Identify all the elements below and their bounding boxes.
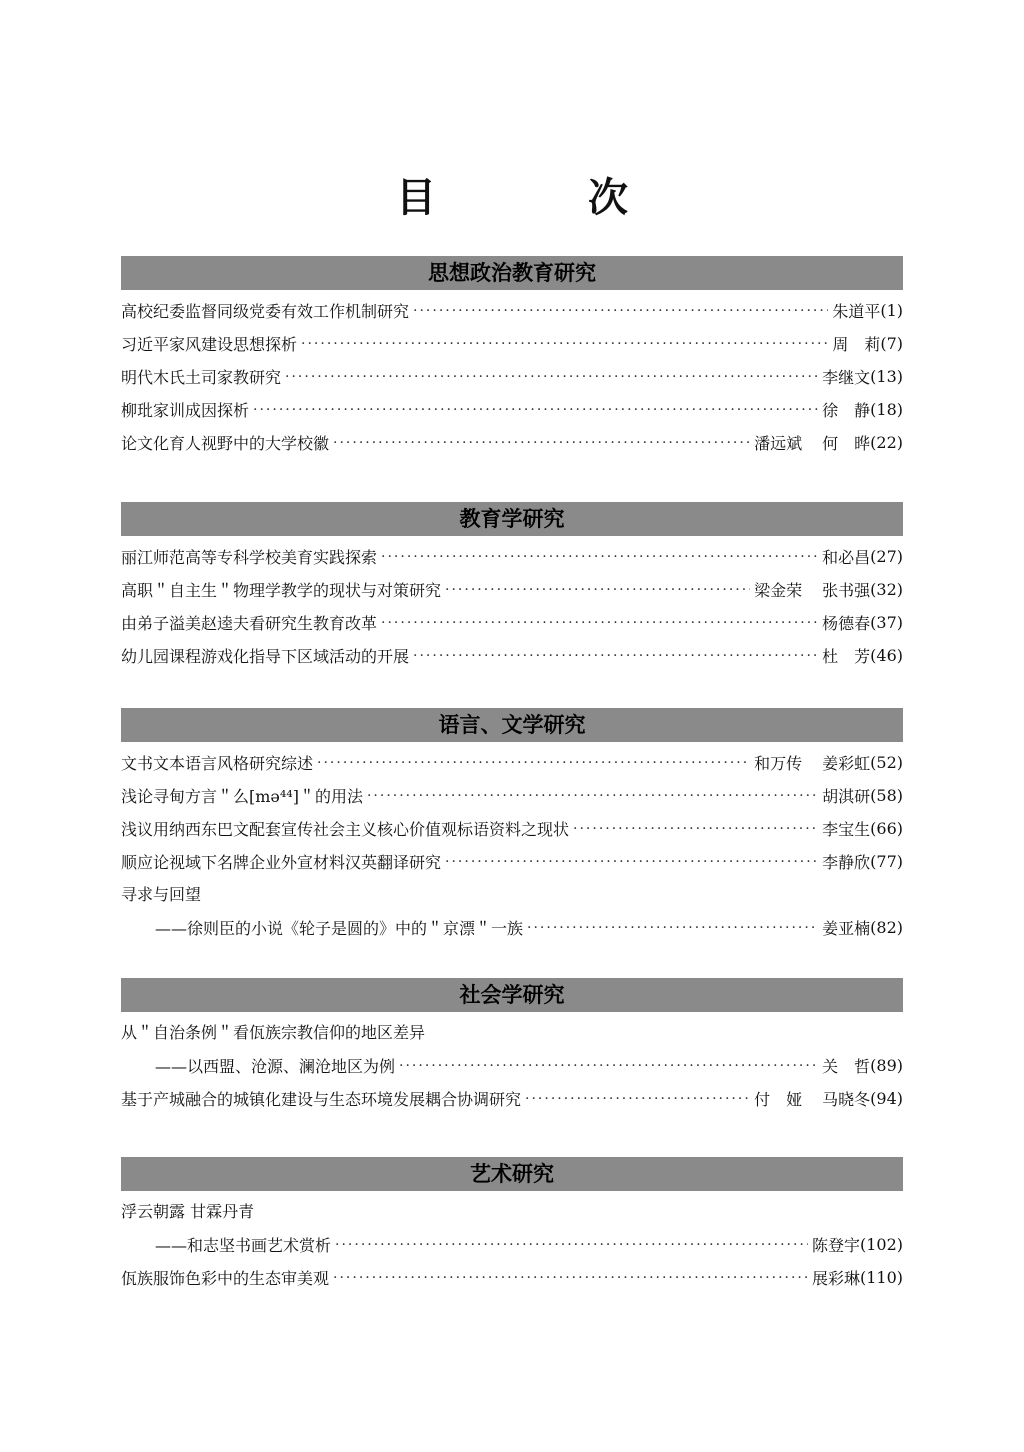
entry-author: 杜 芳 bbox=[822, 647, 871, 666]
entry-page: (13) bbox=[870, 367, 903, 386]
entry-title: 文书文本语言风格研究综述 bbox=[121, 754, 314, 773]
entry-main-title: 浮云朝露 甘霖丹青 bbox=[121, 1202, 255, 1221]
leader-dots bbox=[413, 648, 818, 664]
entry-title: 基于产城融合的城镇化建设与生态环境发展耦合协调研究 bbox=[121, 1090, 522, 1109]
entry-author: 和必昌 bbox=[822, 548, 871, 567]
entry-subtitle: ——和志坚书画艺术赏析 bbox=[155, 1236, 332, 1255]
leader-dots bbox=[285, 369, 818, 385]
leader-dots bbox=[381, 615, 818, 631]
leader-dots bbox=[445, 582, 750, 598]
entry-page: (58) bbox=[870, 786, 903, 805]
section-header: 教育学研究 bbox=[121, 502, 903, 536]
entry-title: 丽江师范高等专科学校美育实践探索 bbox=[121, 548, 378, 567]
entry-page: (89) bbox=[870, 1056, 903, 1075]
leader-dots bbox=[413, 303, 828, 319]
leader-dots bbox=[367, 788, 818, 804]
entry-author: 李宝生 bbox=[822, 820, 871, 839]
section-header: 艺术研究 bbox=[121, 1157, 903, 1191]
entry-title: 柳玭家训成因探析 bbox=[121, 401, 250, 420]
entry-page: (1) bbox=[880, 301, 903, 320]
entry-page: (110) bbox=[859, 1268, 903, 1287]
entry-page: (102) bbox=[859, 1235, 903, 1254]
entry-page: (52) bbox=[870, 753, 903, 772]
entry-coauthor: 付 娅 bbox=[754, 1090, 803, 1109]
entry-author: 李继文 bbox=[822, 368, 871, 387]
entry-page: (7) bbox=[880, 334, 903, 353]
toc-entry[interactable] bbox=[121, 812, 903, 845]
toc-entry[interactable] bbox=[121, 426, 903, 459]
toc-entry[interactable] bbox=[121, 294, 903, 327]
entry-author: 胡淇研 bbox=[822, 787, 871, 806]
entry-page: (37) bbox=[870, 613, 903, 632]
entry-author: 何 晔 bbox=[822, 434, 871, 453]
entry-author: 关 哲 bbox=[822, 1057, 871, 1076]
entry-title: 由弟子溢美赵逵夫看研究生教育改革 bbox=[121, 614, 378, 633]
entry-author: 朱道平 bbox=[832, 302, 881, 321]
entry-title: 浅论寻甸方言＂么[mə⁴⁴]＂的用法 bbox=[121, 787, 363, 806]
section-sociology bbox=[121, 978, 903, 1115]
entry-page: (82) bbox=[870, 918, 903, 937]
toc-entry[interactable] bbox=[121, 327, 903, 360]
leader-dots bbox=[527, 920, 818, 936]
entry-coauthor: 和万传 bbox=[754, 754, 803, 773]
entry-page: (94) bbox=[870, 1089, 903, 1108]
leader-dots bbox=[445, 854, 818, 870]
entry-title: 佤族服饰色彩中的生态审美观 bbox=[121, 1269, 330, 1288]
leader-dots bbox=[301, 336, 828, 352]
page-title: 目 次 bbox=[396, 174, 684, 221]
section-language-literature bbox=[121, 708, 903, 944]
toc-entry[interactable] bbox=[121, 911, 903, 944]
entry-page: (66) bbox=[870, 819, 903, 838]
leader-dots bbox=[335, 1237, 808, 1253]
entry-author: 徐 静 bbox=[822, 401, 871, 420]
leader-dots bbox=[381, 549, 818, 565]
toc-entry[interactable] bbox=[121, 639, 903, 672]
entry-page: (27) bbox=[870, 547, 903, 566]
leader-dots bbox=[399, 1058, 818, 1074]
toc-entry[interactable] bbox=[121, 1261, 903, 1294]
section-art bbox=[121, 1157, 903, 1294]
section-header: 社会学研究 bbox=[121, 978, 903, 1012]
section-ideological-education bbox=[121, 256, 903, 459]
toc-entry[interactable] bbox=[121, 540, 903, 573]
entry-title: 论文化育人视野中的大学校徽 bbox=[121, 434, 330, 453]
entry-page: (77) bbox=[870, 852, 903, 871]
entry-page: (46) bbox=[870, 646, 903, 665]
entry-title: 幼儿园课程游戏化指导下区域活动的开展 bbox=[121, 647, 410, 666]
leader-dots bbox=[333, 435, 750, 451]
toc-entry[interactable] bbox=[121, 573, 903, 606]
toc-entry[interactable] bbox=[121, 1228, 903, 1261]
entry-author: 杨德春 bbox=[822, 614, 871, 633]
entry-author: 马晓冬 bbox=[822, 1090, 871, 1109]
entry-author: 展彩琳 bbox=[811, 1269, 860, 1288]
entry-main-title: 从＂自治条例＂看佤族宗教信仰的地区差异 bbox=[121, 1023, 426, 1042]
toc-entry[interactable] bbox=[121, 606, 903, 639]
entry-page: (18) bbox=[870, 400, 903, 419]
toc-entry[interactable] bbox=[121, 1082, 903, 1115]
toc-entry[interactable] bbox=[121, 360, 903, 393]
entry-author: 姜彩虹 bbox=[822, 754, 871, 773]
section-header: 语言、文学研究 bbox=[121, 708, 903, 742]
entry-author: 张书强 bbox=[822, 581, 871, 600]
entry-coauthor: 梁金荣 bbox=[754, 581, 803, 600]
toc-entry[interactable] bbox=[121, 1049, 903, 1082]
section-education bbox=[121, 502, 903, 672]
entry-main-title: 寻求与回望 bbox=[121, 885, 202, 904]
entry-title: 高校纪委监督同级党委有效工作机制研究 bbox=[121, 302, 410, 321]
leader-dots bbox=[333, 1270, 808, 1286]
entry-subtitle: ——徐则臣的小说《轮子是圆的》中的＂京漂＂一族 bbox=[155, 919, 524, 938]
leader-dots bbox=[317, 755, 750, 771]
entry-author: 陈登宇 bbox=[811, 1236, 860, 1255]
entry-title: 高职＂自主生＂物理学教学的现状与对策研究 bbox=[121, 581, 442, 600]
leader-dots bbox=[253, 402, 818, 418]
toc-entry[interactable] bbox=[121, 746, 903, 779]
entry-author: 李静欣 bbox=[822, 853, 871, 872]
toc-entry[interactable] bbox=[121, 393, 903, 426]
entry-author: 姜亚楠 bbox=[822, 919, 871, 938]
entry-title: 浅议用纳西东巴文配套宣传社会主义核心价值观标语资料之现状 bbox=[121, 820, 570, 839]
entry-page: (22) bbox=[870, 433, 903, 452]
leader-dots bbox=[525, 1091, 750, 1107]
entry-title: 顺应论视域下名牌企业外宣材料汉英翻译研究 bbox=[121, 853, 442, 872]
entry-title: 习近平家风建设思想探析 bbox=[121, 335, 298, 354]
toc-entry[interactable] bbox=[121, 845, 903, 878]
toc-entry[interactable] bbox=[121, 779, 903, 812]
entry-coauthor: 潘远斌 bbox=[754, 434, 803, 453]
entry-page: (32) bbox=[870, 580, 903, 599]
entry-author: 周 莉 bbox=[832, 335, 881, 354]
entry-subtitle: ——以西盟、沧源、澜沧地区为例 bbox=[155, 1057, 396, 1076]
section-header: 思想政治教育研究 bbox=[121, 256, 903, 290]
leader-dots bbox=[573, 821, 818, 837]
entry-title: 明代木氏土司家教研究 bbox=[121, 368, 282, 387]
